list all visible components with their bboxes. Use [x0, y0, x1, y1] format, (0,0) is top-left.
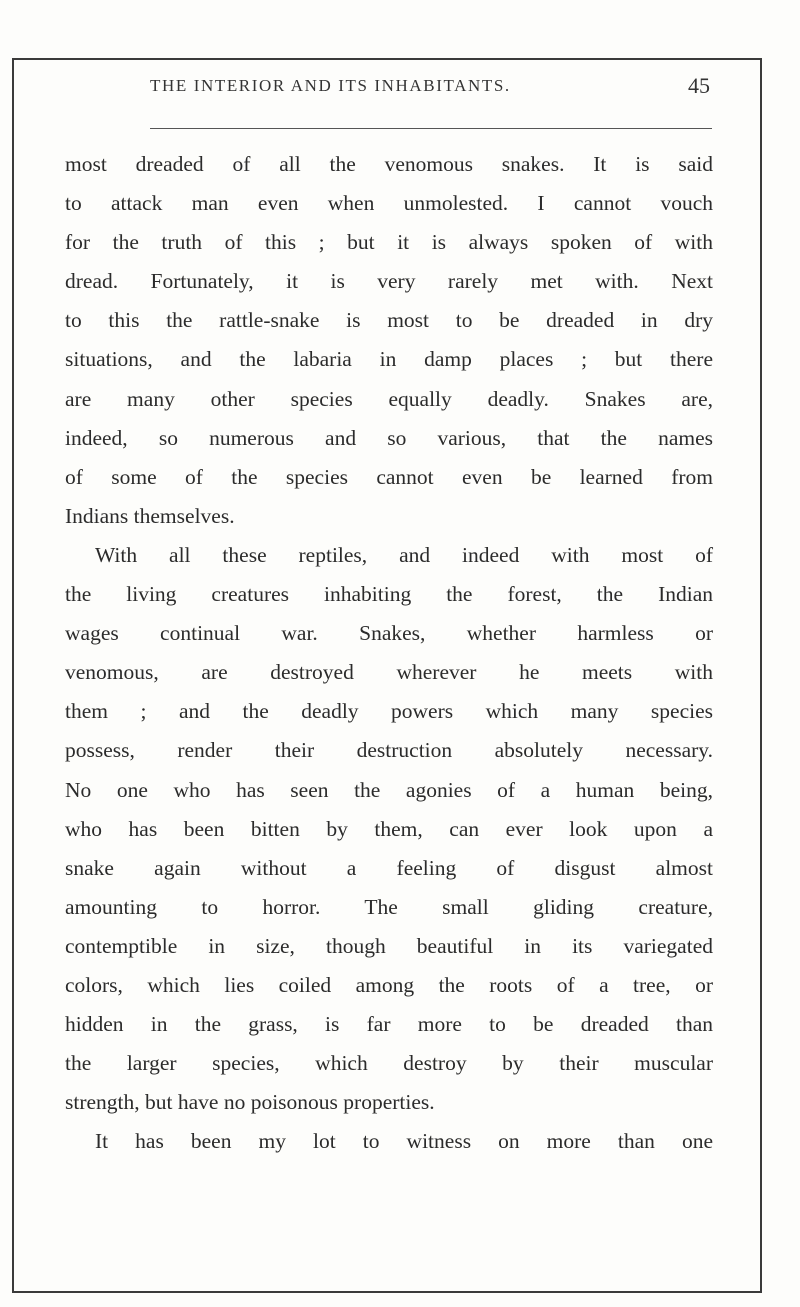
text-line: It has been my lot to witness on more than one — [95, 1129, 713, 1154]
page-header — [150, 73, 710, 106]
text-line: the larger species, which destroy by their muscular — [65, 1051, 713, 1076]
text-line: to attack man even when unmolested. I cannot vouch — [65, 191, 713, 216]
text-line: dread. Fortunately, it is very rarely met with. Next — [65, 269, 713, 294]
text-line: for the truth of this ; but it is always spoken of with — [65, 230, 713, 255]
running-title: THE INTERIOR AND ITS INHABITANTS. — [150, 76, 511, 95]
text-line: possess, render their destruction absolutely necessary. — [65, 738, 713, 763]
text-line: who has been bitten by them, can ever look upon a — [65, 816, 713, 841]
text-line: snake again without a feeling of disgust almost — [65, 855, 713, 880]
text-line: indeed, so numerous and so various, that the names — [65, 425, 713, 450]
scan-frame-bottom — [12, 1291, 762, 1293]
body-text — [65, 145, 713, 1161]
text-line: them ; and the deadly powers which many species — [65, 699, 713, 724]
text-line: to this the rattle-snake is most to be dreaded in dry — [65, 308, 713, 333]
text-line: hidden in the grass, is far more to be dreaded than — [65, 1012, 713, 1037]
text-line: With all these reptiles, and indeed with most of — [95, 542, 713, 567]
text-line: the living creatures inhabiting the forest, the Indian — [65, 582, 713, 607]
text-line: wages continual war. Snakes, whether harmless or — [65, 621, 713, 646]
text-line: No one who has seen the agonies of a human being, — [65, 777, 713, 802]
scan-frame-left — [12, 58, 14, 1292]
text-line: colors, which lies coiled among the roots of a tree, or — [65, 972, 713, 997]
text-line: contemptible in size, though beautiful in its variegated — [65, 933, 713, 958]
text-line: most dreaded of all the venomous snakes. It is said — [65, 152, 713, 176]
text-line: Indians themselves. — [65, 503, 235, 528]
text-line: are many other species equally deadly. Snakes are, — [65, 386, 713, 411]
page-number: 45 — [688, 73, 710, 98]
text-line: situations, and the labaria in damp places ; but there — [65, 347, 713, 372]
header-rule — [150, 128, 712, 129]
text-line: of some of the species cannot even be learned from — [65, 464, 713, 489]
text-line: strength, but have no poisonous properties. — [65, 1090, 435, 1115]
scan-frame-top — [12, 58, 762, 60]
text-line: venomous, are destroyed wherever he meets with — [65, 660, 713, 685]
scan-frame-right — [760, 58, 762, 1292]
text-line: amounting to horror. The small gliding creature, — [65, 894, 713, 919]
